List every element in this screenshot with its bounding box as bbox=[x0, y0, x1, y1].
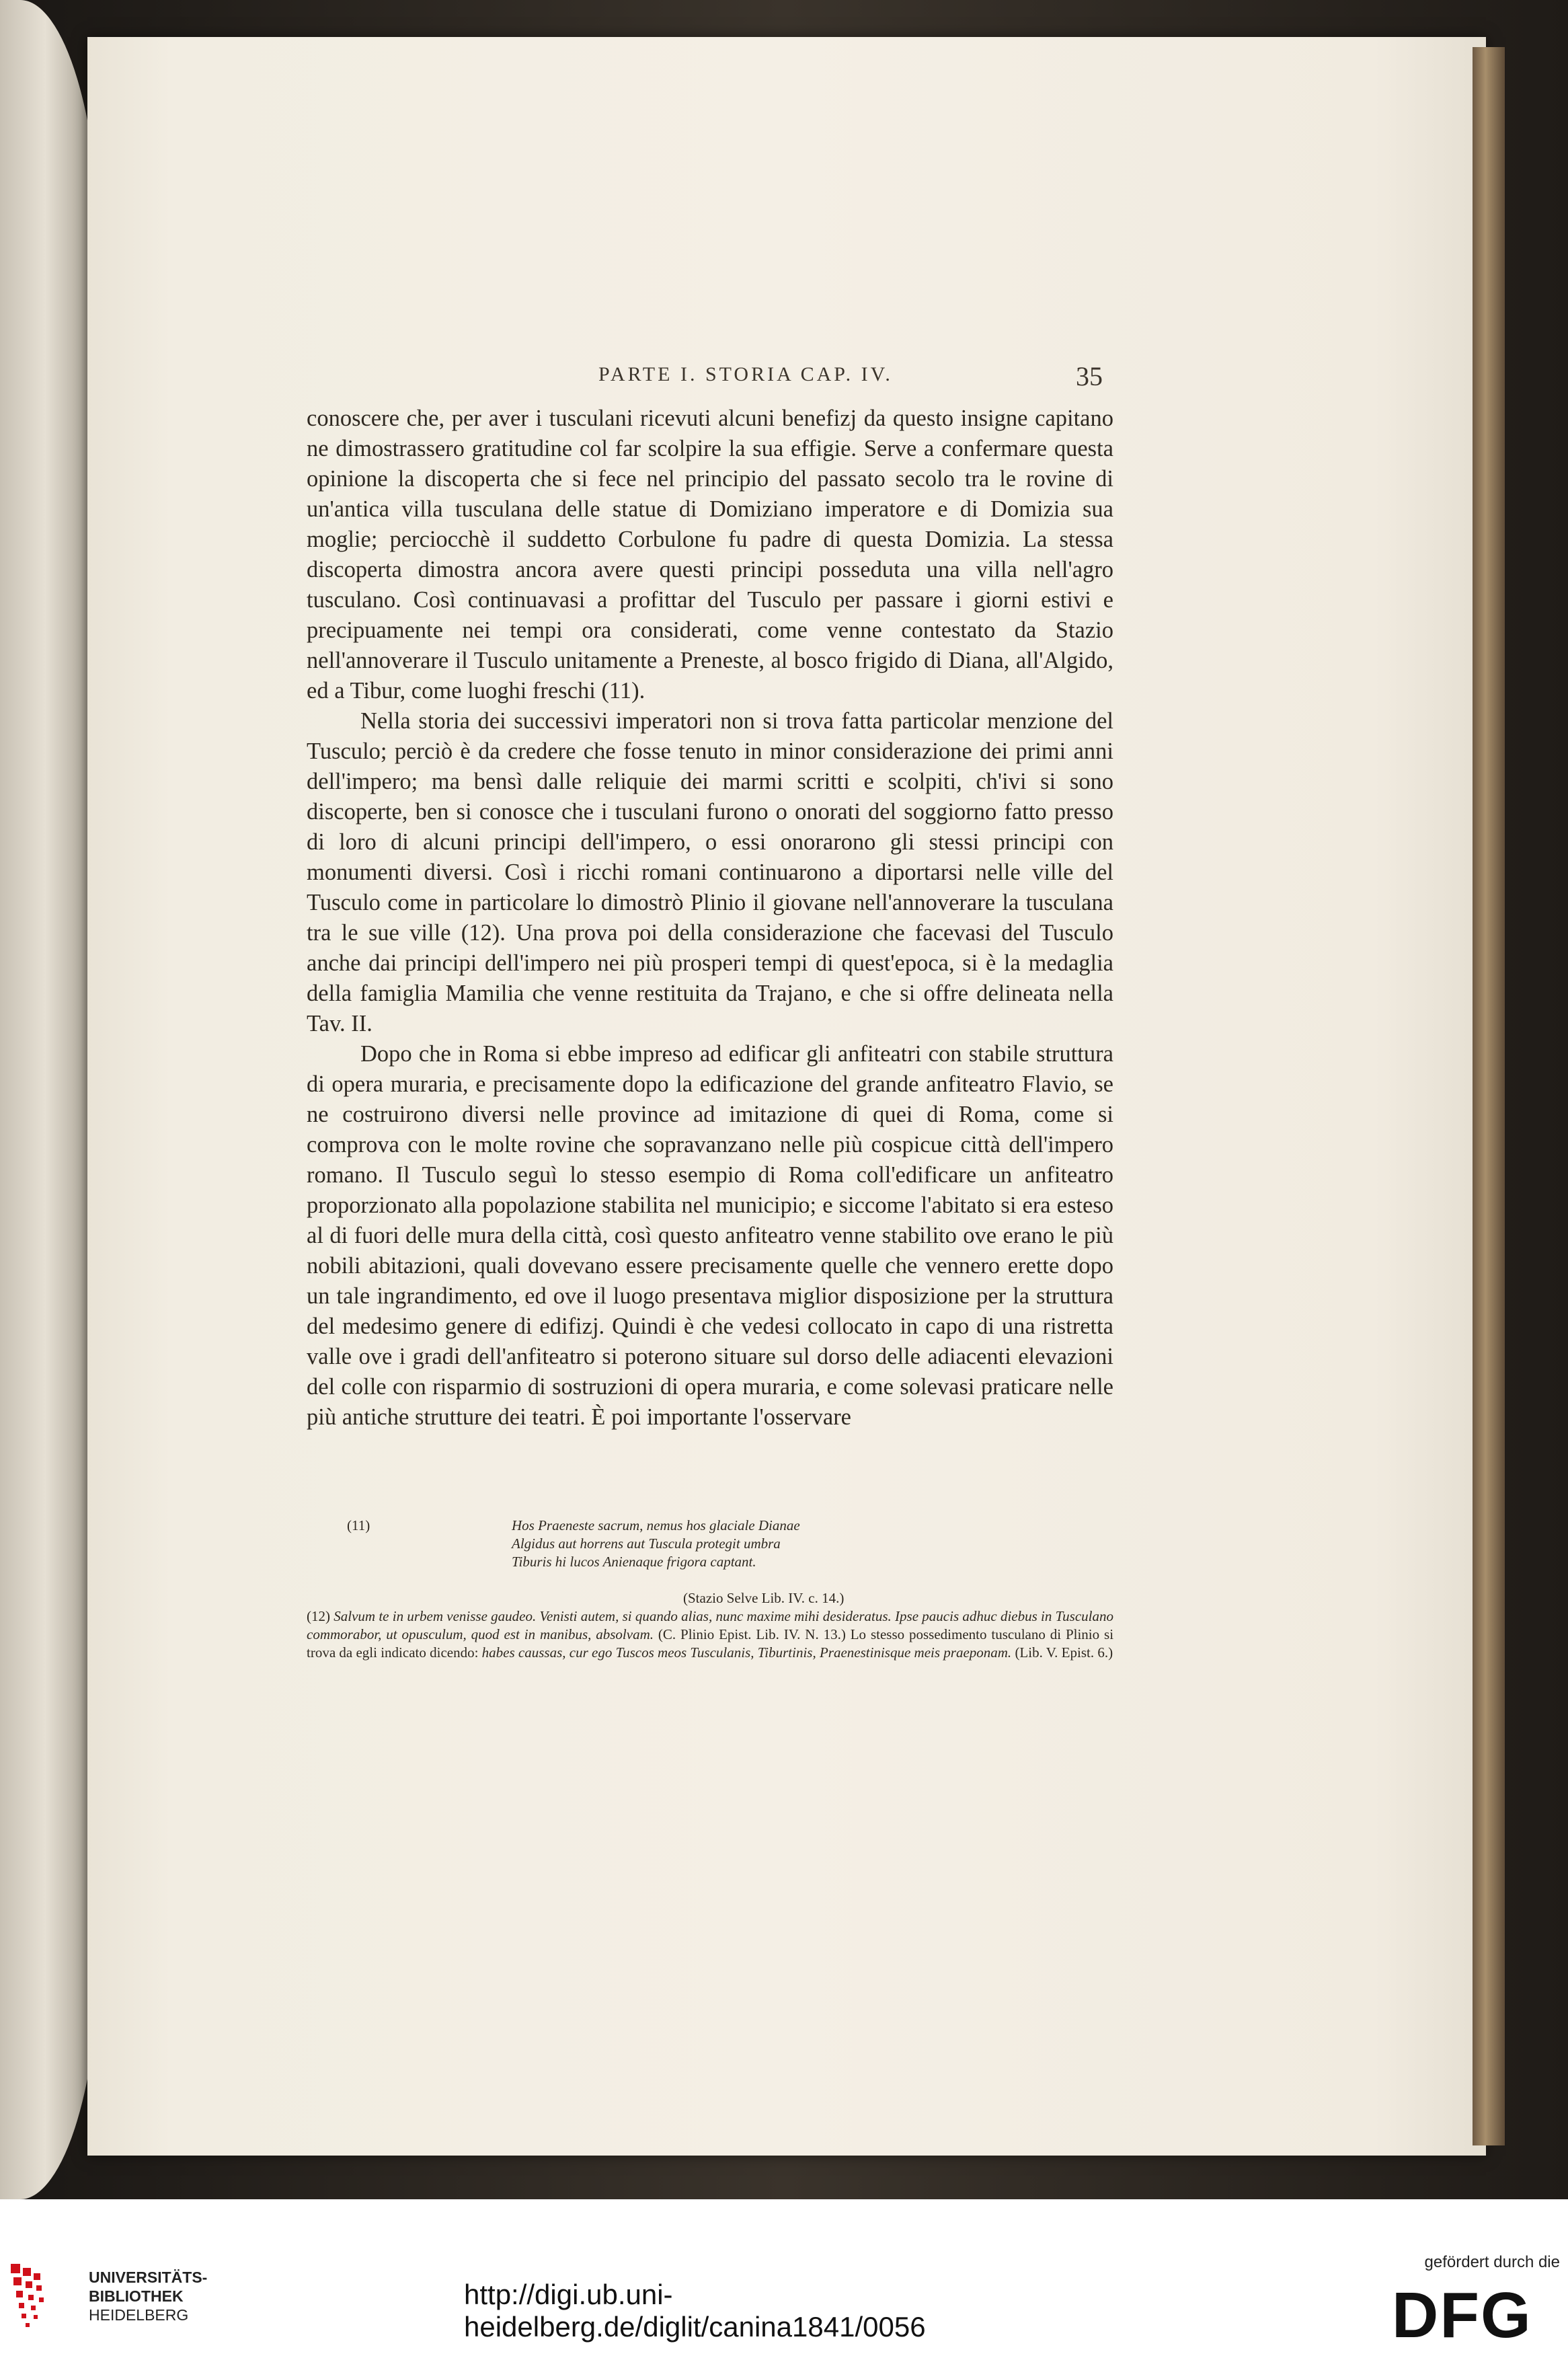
paragraph: Nella storia dei successivi imperatori non si trova fatta particolar menzione del Tusculo; perciò è da credere che fosse tenuto in minor considerazione dei primi anni dell'impero; ma bensì dalle reliquie dei marmi scritti e scolpiti, ch'ivi si sono discoperte, ben si conosce che i tusculani furono o onorati del soggiorno fatto presso di loro di alcuni principi dell'impero, o essi onorarono gli stessi principi con monumenti diversi. Così i ricchi romani continuarono a diportarsi nelle ville del Tusculo come in particolare lo dimostrò Plinio il giovane nell'annoverare la tusculana tra le sue ville (12). Una prova poi della considerazione che facevasi del Tusculo anche dai principi dell'impero nei più prosperi tempi di quest'epoca, si è la medaglia della famiglia Mamilia che venne restituita da Trajano, e che si offre delineata nella Tav. II. bbox=[307, 708, 1113, 1036]
footnote-text: Lo stesso possedimento tusculano di Plinio si trova da egli indicato dicendo: bbox=[307, 1626, 1114, 1661]
footnote-11 bbox=[307, 1517, 1113, 1607]
footnote-citation: (C. Plinio Epist. Lib. IV. N. 13.) bbox=[658, 1626, 846, 1642]
footnote-latin: habes caussas, cur ego Tuscos meos Tusculanis, Tiburtinis, Praenestinisque meis praeponam. bbox=[481, 1644, 1012, 1661]
page-number: 35 bbox=[1076, 361, 1103, 391]
verse-line: Algidus aut horrens aut Tuscula protegit umbra bbox=[512, 1535, 781, 1552]
footnote-number: (12) bbox=[307, 1608, 330, 1624]
running-head bbox=[303, 363, 1109, 390]
footnote-number: (11) bbox=[347, 1517, 370, 1533]
institution-line: BIBLIOTHEK bbox=[89, 2287, 184, 2305]
left-page-edge bbox=[0, 0, 101, 2199]
institution-line: HEIDELBERG bbox=[89, 2306, 189, 2324]
university-library-logo-icon bbox=[8, 2261, 82, 2335]
verse-line: Tiburis hi lucos Anienaque frigora captant. bbox=[512, 1554, 756, 1570]
paragraph: Dopo che in Roma si ebbe impreso ad edificar gli anfiteatri con stabile struttura di opera muraria, e precisamente dopo la edificazione del grande anfiteatro Flavio, se ne costruirono diversi nelle province ad imitazione di quei di Roma, come si comprova con le molte rovine che sopravanzano nelle più cospicue città dell'impero romano. Il Tusculo seguì lo stesso esempio di Roma coll'edificare un anfiteatro proporzionato alla popolazione stabilita nel municipio; e siccome l'abitato si era esteso al di fuori delle mura della città, così questo anfiteatro venne stabilito ove erano le più nobili abitazioni, quali dovevano essere precisamente quelle che vennero erette dopo un tale ingrandimento, ed ove il luogo presentava miglior disposizione per la struttura del medesimo genere di edifizj. Quindi è che vedesi collocato in capo di una ristretta valle ove i gradi dell'anfiteatro si poterono situare sul dorso delle adiacenti elevazioni del colle con risparmio di sostruzioni di opera muraria, e come solevasi praticare nelle più antiche strutture dei teatri. È poi importante l'osservare bbox=[307, 1041, 1113, 1430]
dfg-logo: DFG bbox=[1392, 2279, 1532, 2351]
verse-quote bbox=[512, 1517, 800, 1571]
institution-line: UNIVERSITÄTS- bbox=[89, 2269, 208, 2286]
source-url-link[interactable]: http://digi.ub.uni-heidelberg.de/diglit/canina1841/0056 bbox=[464, 2279, 926, 2343]
sponsor-caption: gefördert durch die bbox=[1424, 2253, 1560, 2271]
footnote-latin: Salvum te in urbem venisse gaudeo. Venisti autem, si quando alias, nunc maxime mihi desideratus. Ipse paucis adhuc diebus in Tusculano commorabor, ut opusculum, quod est in manibus, absolvam. bbox=[307, 1608, 1113, 1642]
footnotes bbox=[307, 1517, 1113, 1698]
running-title: PARTE I. STORIA CAP. IV. bbox=[598, 363, 893, 385]
body-text bbox=[307, 404, 1113, 1473]
footnote-citation: (Lib. V. Epist. 6.) bbox=[1015, 1644, 1113, 1661]
footer-bar bbox=[0, 2199, 1568, 2358]
footnote-citation: (Stazio Selve Lib. IV. c. 14.) bbox=[683, 1590, 845, 1606]
book-binding-edge bbox=[1473, 47, 1505, 2145]
institution-name bbox=[89, 2268, 277, 2324]
verse-line: Hos Praeneste sacrum, nemus hos glaciale Dianae bbox=[512, 1517, 800, 1533]
paragraph: conoscere che, per aver i tusculani ricevuti alcuni benefizj da questo insigne capitano ne dimostrassero gratitudine col far scolpire la sua effigie. Serve a confermare questa opinione la discoperta che si fece nel principio del passato secolo tra le rovine di un'antica villa tusculana delle statue di Domiziano imperatore e di Domizia sua moglie; perciocchè il suddetto Corbulone fu padre di questa Domizia. La stessa discoperta dimostra ancora avere questi principi posseduta una villa nell'agro tusculano. Così continuavasi a profittar del Tusculo per passare i giorni estivi e precipuamente nei tempi ora considerati, come venne contestato da Stazio nell'annoverare il Tusculo unitamente a Preneste, al bosco frigido di Diana, all'Algido, ed a Tibur, come luoghi freschi (11). bbox=[307, 406, 1113, 703]
footnote-12 bbox=[307, 1607, 1113, 1662]
